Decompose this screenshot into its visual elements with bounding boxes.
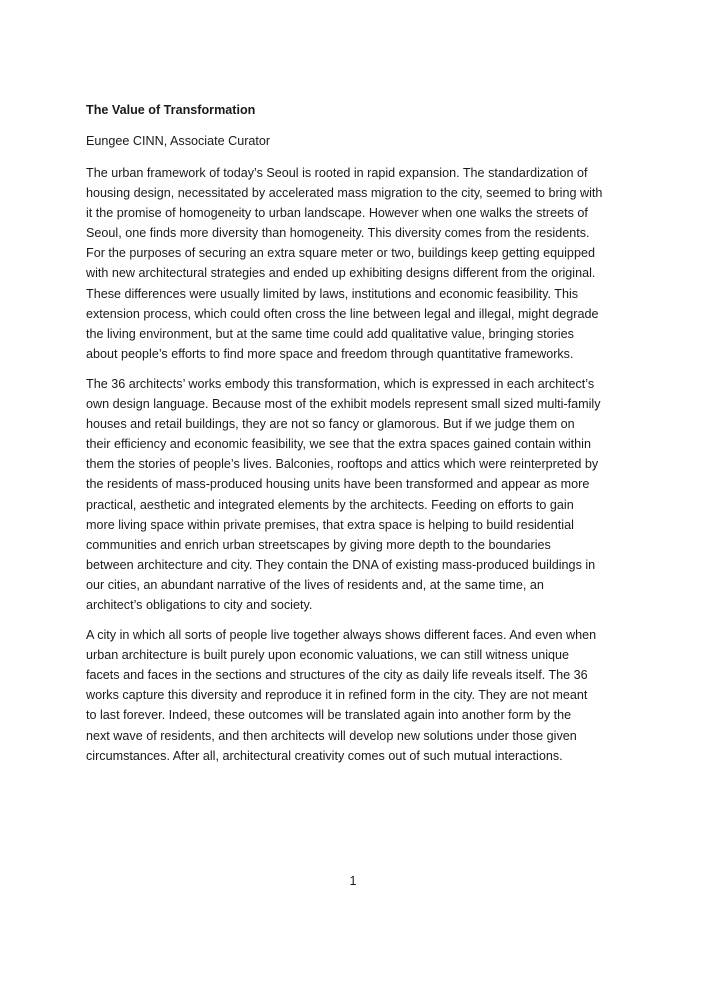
paragraph-line: next wave of residents, and then architects will develop new solutions under those given [86,728,577,743]
paragraph-line: circumstances. After all, architectural creativity comes out of such mutual interactions. [86,748,563,763]
paragraph-2 [86,374,631,615]
author-line: Eungee CINN, Associate Curator [86,134,271,148]
paragraph-line: housing design, necessitated by accelerated mass migration to the city, seemed to bring with [86,186,603,201]
paragraph-line: The urban framework of today’s Seoul is rooted in rapid expansion. The standardization of [86,166,588,180]
paragraph-line: works capture this diversity and reproduce it in refined form in the city. They are not meant [86,688,588,703]
document-title: The Value of Transformation [86,103,256,117]
paragraph-line: between architecture and city. They contain the DNA of existing mass-produced buildings in [86,557,596,572]
paragraph-line: houses and retail buildings, they are not so fancy or glamorous. But if we judge them on [86,417,575,432]
paragraph-line: more living space within private premises, that extra space is helping to build residential [86,517,574,532]
paragraph-line: communities and enrich urban streetscapes by giving more depth to the boundaries [86,537,551,552]
paragraph-line: Seoul, one finds more diversity than homogeneity. This diversity comes from the residents. [86,226,590,241]
paragraph-line: them the stories of people’s lives. Balconies, rooftops and attics which were reinterpreted by [86,457,599,472]
document-body [86,101,631,776]
paragraph-line: architect’s obligations to city and society. [86,597,313,612]
paragraph-line: with new architectural strategies and ended up exhibiting designs different from the original. [86,266,596,281]
paragraph-line: The 36 architects’ works embody this transformation, which is expressed in each architect’s [86,376,595,391]
paragraph-line: urban architecture is built purely upon economic valuations, we can still witness unique [86,648,570,663]
paragraph-line: For the purposes of securing an extra square meter or two, buildings keep getting equipped [86,246,595,261]
paragraph-line: to last forever. Indeed, these outcomes will be translated again into another form by the [86,708,572,723]
page-number: 1 [349,874,357,888]
paragraph-3 [86,625,631,766]
paragraph-line: extension process, which could often cross the line between legal and illegal, might degrade [86,306,599,321]
paragraph-line: the living environment, but at the same time could add qualitative value, bringing stories [86,326,574,341]
paragraph-line: the residents of mass-produced housing units have been transformed and appear as more [86,477,590,492]
paragraph-line: own design language. Because most of the exhibit models represent small sized multi-family [86,397,601,412]
paragraph-line: our cities, an abundant narrative of the lives of residents and, at the same time, an [86,577,544,592]
paragraph-line: practical, aesthetic and integrated elements by the architects. Feeding on efforts to gain [86,497,574,512]
paragraph-line: A city in which all sorts of people live together always shows different faces. And even when [86,628,597,643]
paragraph-line: facets and faces in the sections and structures of the city as daily life reveals itself. The 36 [86,668,588,683]
paragraph-1 [86,163,631,364]
paragraph-line: about people’s efforts to find more space and freedom through quantitative frameworks. [86,346,574,361]
paragraph-line: These differences were usually limited by laws, institutions and economic feasibility. This [86,286,579,301]
paragraph-line: it the promise of homogeneity to urban landscape. However when one walks the streets of [86,206,588,221]
paragraph-line: their efficiency and economic feasibility, we see that the extra spaces gained contain within [86,437,591,452]
